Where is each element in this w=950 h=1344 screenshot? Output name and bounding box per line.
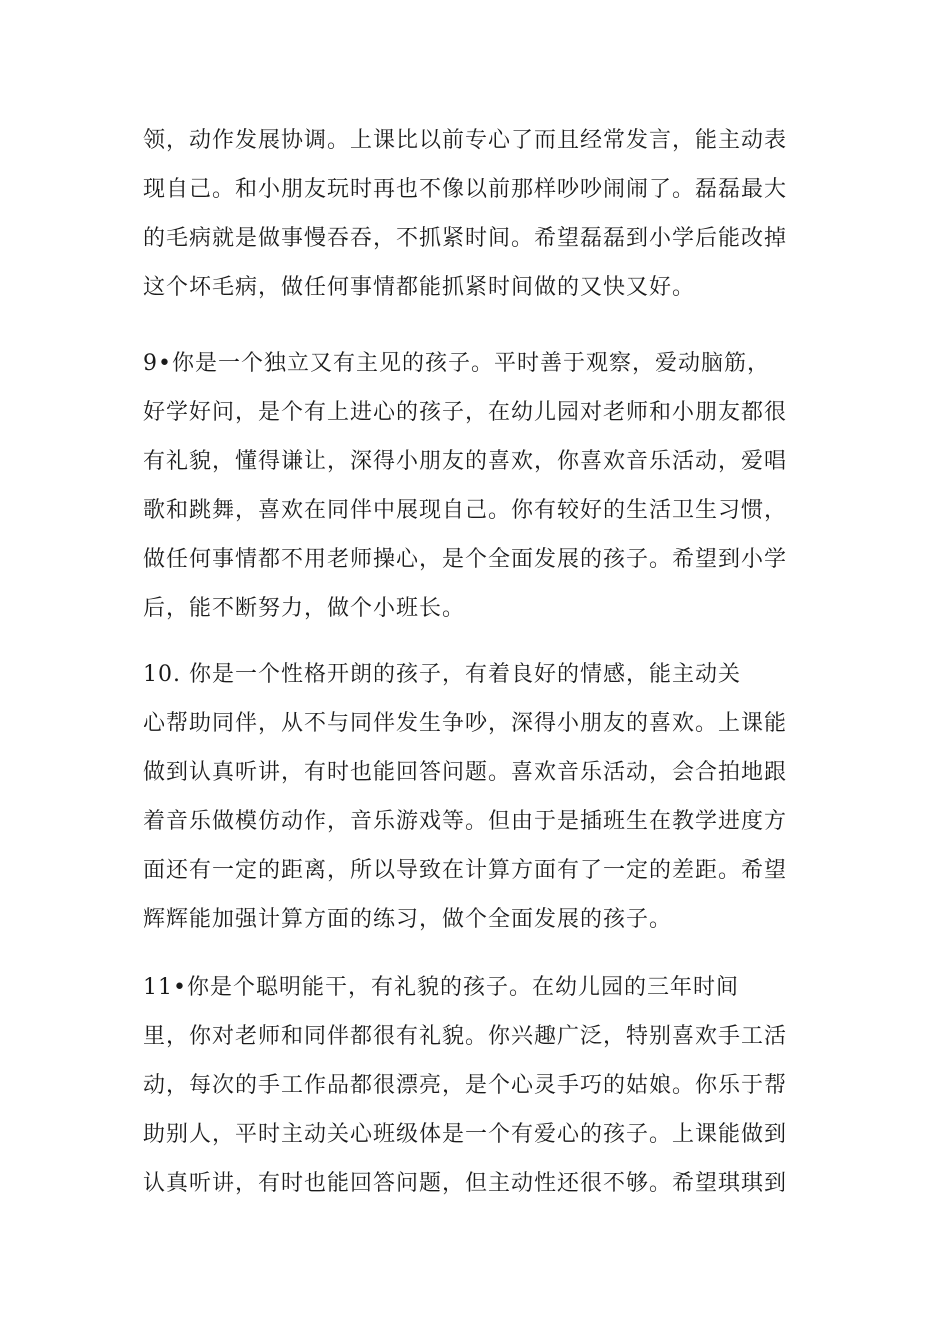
paragraph-item-11: 11•你是个聪明能干，有礼貌的孩子。在幼儿园的三年时间 里，你对老师和同伴都很有礼貌。你兴趣广泛，特别喜欢手工活 动，每次的手工作品都很漂亮，是个心灵手巧的姑娘。你乐于帮 助别人，平时主动关心班级体是一个有爱心的孩子。上课能做到 认真听讲，有时也能回答问题，但主动性还很不够。希望琪琪到 (143, 975, 788, 1196)
paragraph-item-9: 9•你是一个独立又有主见的孩子。平时善于观察，爱动脑筋， 好学好问，是个有上进心的孩子，在幼儿园对老师和小朋友都很 有礼貌，懂得谦让，深得小朋友的喜欢，你喜欢音乐活动，爱唱 歌和跳舞，喜欢在同伴中展现自己。你有较好的生活卫生习惯， 做任何事情都不用老师操心，是个全面发展的孩子。希望到小学 后，能不断努力，做个小班长。 (143, 351, 788, 621)
paragraph-item-10: 10. 你是一个性格开朗的孩子，有着良好的情感，能主动关 心帮助同伴，从不与同伴发生争吵，深得小朋友的喜欢。上课能 做到认真听讲，有时也能回答问题。喜欢音乐活动，会合拍地跟 着音乐做模仿动作，音乐游戏等。但由于是插班生在教学进度方 面还有一定的距离，所以导致在计算方面有了一定的差距。希望 辉辉能加强计算方面的练习，做个全面发展的孩子。 (143, 662, 788, 932)
paragraph-continuation: 领，动作发展协调。上课比以前专心了而且经常发言，能主动表 现自己。和小朋友玩时再也不像以前那样吵吵闹闹了。磊磊最大 的毛病就是做事慢吞吞，不抓紧时间。希望磊磊到小学后能改掉 这个坏毛病，做任何事情都能抓紧时间做的又快又好。 (143, 128, 788, 300)
